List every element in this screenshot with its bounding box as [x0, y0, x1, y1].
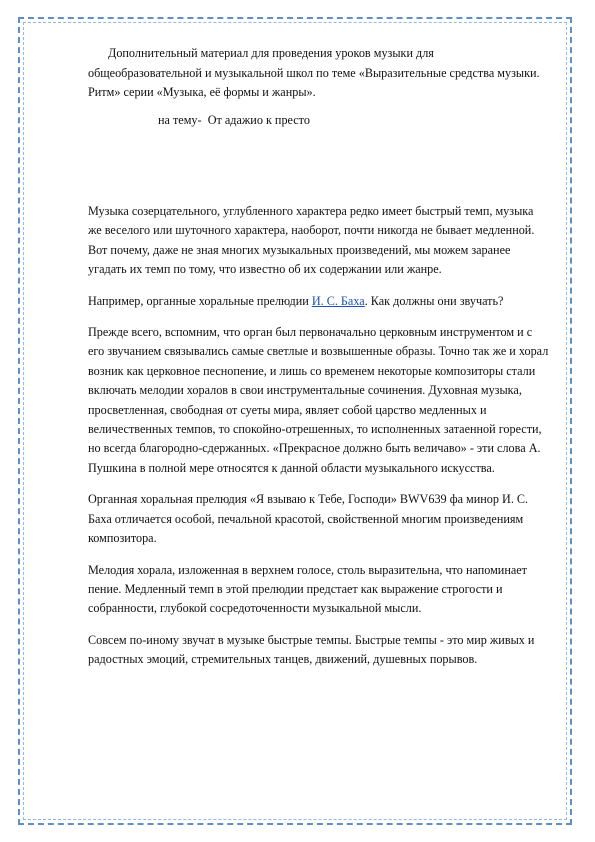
- document-body: [88, 44, 550, 682]
- topic-title: От адажио к престо: [207, 112, 310, 127]
- bach-link[interactable]: И. С. Баха: [311, 293, 365, 308]
- topic-prefix: на тему-: [158, 112, 202, 127]
- paragraph: Мелодия хорала, изложенная в верхнем голосе, столь выразительна, что напоминает пение. Медленный темп в этой прелюдии предстает как выражение строгости и собранности, глубокой сосредоточенности музыкальной мысли.: [88, 562, 527, 616]
- paragraph: [88, 292, 550, 311]
- body-text: [88, 202, 550, 670]
- paragraph: Музыка созерцательного, углубленного характера редко имеет быстрый темп, музыка же веселого или шуточного характера, наоборот, почти никогда не бывает медленной. Вот почему, даже не зная многих музыкальных произведений, мы можем заранее угадать их темп по тому, что известно об их содержании или жанре.: [88, 204, 535, 277]
- paragraph: Прежде всего, вспомним, что орган был первоначально церковным инструментом и с его звучанием связывались самые светлые и возвышенные образы. Точно так же и хорал возник как церковное песнопение, и лишь со временем некоторые композиторы стали включать мелодии хоралов в свои инструментальные сочинения. Духовная музыка, просветленная, свободная от суеты мира, являет собой царство медленных и величественных темпов, то спокойно-отрешенных, то исполненных затаенной горести, но всегда благородно-сдержанных. «Прекрасное должно быть величаво» - эти слова А. Пушкина в полной мере относятся к данной области музыкального искусства.: [88, 325, 549, 475]
- paragraph-text: . Как должны они звучать?: [364, 293, 504, 308]
- topic-line: [158, 111, 550, 131]
- paragraph: Органная хоральная прелюдия «Я взываю к Тебе, Господи» BWV639 фа минор И. С. Баха отличается особой, печальной красотой, свойственной многим произведениям композитора.: [88, 492, 529, 546]
- document-header: Дополнительный материал для проведения уроков музыки для общеобразовательной и музыкальной школ по теме «Выразительные средства музыки. Ритм» серии «Музыка, её формы и жанры».: [88, 46, 540, 99]
- paragraph: Совсем по-иному звучат в музыке быстрые темпы. Быстрые темпы - это мир живых и радостных эмоций, стремительных танцев, движений, душевных порывов.: [88, 632, 535, 667]
- paragraph-text: Например, органные хоральные прелюдии: [88, 293, 312, 308]
